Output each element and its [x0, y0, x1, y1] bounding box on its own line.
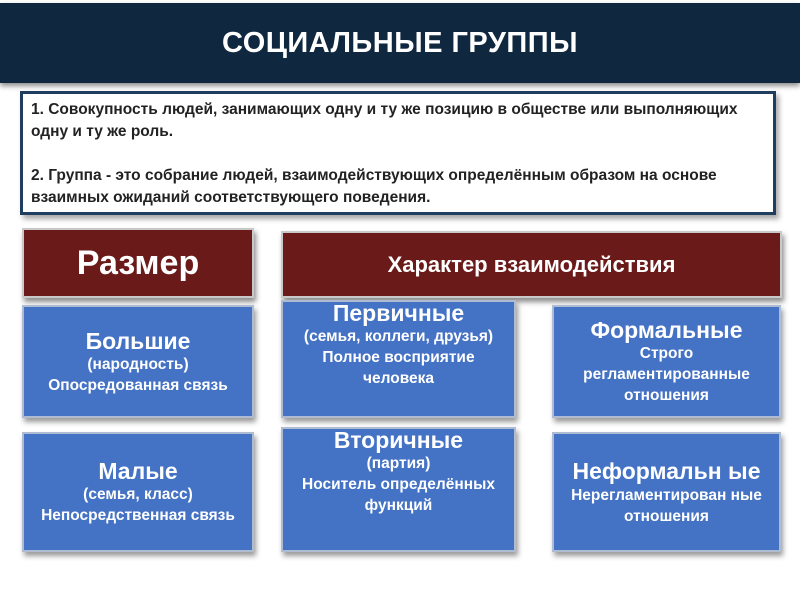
title-banner: [0, 3, 800, 83]
group-secondary: [281, 427, 516, 552]
definition-2: 2. Группа - это собрание людей, взаимодействующих определённым образом на основе взаимных ожиданий соответствующего поведения.: [31, 167, 717, 206]
header-interaction-label: Характер взаимодействия: [387, 251, 676, 277]
group-large-name: Большие: [85, 327, 191, 354]
group-small: [22, 432, 254, 552]
group-informal-name: Неформальн ые: [572, 458, 761, 484]
definition-box: [20, 91, 776, 215]
group-secondary-name: Вторичные: [333, 427, 464, 453]
group-formal: [552, 305, 781, 418]
group-informal: [552, 432, 781, 552]
page-title: СОЦИАЛЬНЫЕ ГРУППЫ: [221, 26, 579, 59]
group-formal-name: Формальные: [590, 317, 743, 343]
group-large: [22, 305, 254, 418]
group-secondary-example: (партия): [366, 455, 431, 472]
group-small-example: (семья, класс): [83, 486, 193, 503]
header-size: [22, 228, 254, 298]
group-small-name: Малые: [98, 458, 178, 484]
group-large-desc: Опосредованная связь: [48, 376, 228, 394]
group-primary-name: Первичные: [332, 300, 465, 326]
group-large-example: (народность): [87, 355, 189, 373]
group-formal-desc: Строго регламентированные отношения: [583, 345, 750, 404]
header-interaction: [281, 231, 782, 298]
header-size-label: Размер: [76, 243, 200, 282]
group-primary-example: (семья, коллеги, друзья): [303, 328, 494, 345]
group-secondary-desc: Носитель определённых функций: [302, 476, 495, 514]
group-small-desc: Непосредственная связь: [41, 507, 235, 524]
definition-1: 1. Совокупность людей, занимающих одну и ту же позицию в обществе или выполняющих одну и ту же роль.: [31, 101, 738, 140]
group-primary: [281, 300, 516, 418]
group-primary-desc: Полное восприятие человека: [322, 349, 475, 387]
group-informal-desc: Нерегламентирован ные отношения: [571, 487, 762, 525]
